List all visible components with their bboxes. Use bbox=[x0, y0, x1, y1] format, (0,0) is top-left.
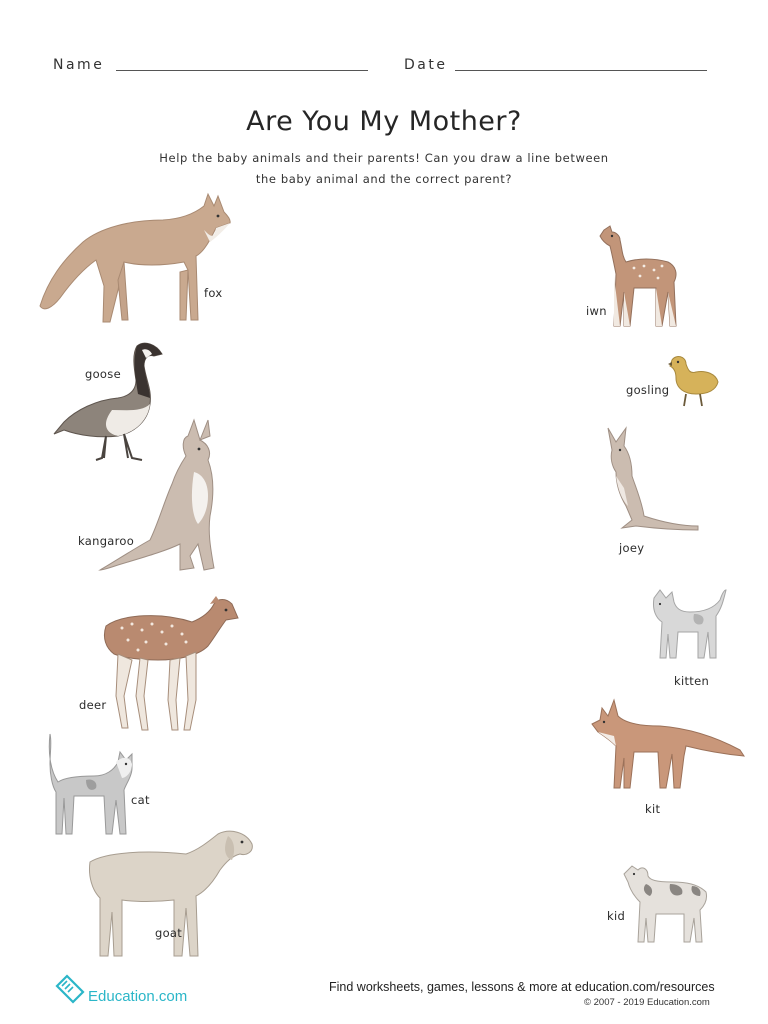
kangaroo-illustration bbox=[98, 416, 223, 576]
name-line[interactable] bbox=[116, 70, 368, 71]
name-label: Name bbox=[53, 57, 105, 73]
fox-illustration bbox=[38, 190, 233, 330]
parent-label-cat: cat bbox=[131, 793, 150, 807]
parent-label-fox: fox bbox=[204, 286, 223, 300]
cat-illustration bbox=[46, 734, 141, 839]
parent-label-goose: goose bbox=[85, 367, 121, 381]
footer-copyright: © 2007 - 2019 Education.com bbox=[584, 997, 710, 1008]
instructions-line-2: the baby animal and the correct parent? bbox=[255, 172, 513, 186]
footer-tagline[interactable]: Find worksheets, games, lessons & more at education.com/resources bbox=[329, 980, 715, 994]
kit-illustration bbox=[590, 696, 745, 791]
gosling-illustration bbox=[666, 354, 721, 409]
goat-illustration bbox=[86, 828, 256, 963]
kid-illustration bbox=[622, 862, 712, 947]
fawn-illustration bbox=[598, 222, 683, 332]
date-line[interactable] bbox=[455, 70, 707, 71]
instructions-line-1: Help the baby animals and their parents! Can you draw a line between bbox=[159, 151, 609, 165]
page-title: Are You My Mother? bbox=[246, 106, 522, 137]
deer-illustration bbox=[102, 596, 242, 736]
brand-name[interactable]: Education.com bbox=[88, 988, 188, 1005]
parent-label-kangaroo: kangaroo bbox=[78, 534, 135, 548]
baby-label-kitten: kitten bbox=[674, 674, 710, 688]
parent-label-deer: deer bbox=[79, 698, 107, 712]
joey-illustration bbox=[602, 426, 702, 536]
baby-label-joey: joey bbox=[619, 541, 645, 555]
baby-label-fawn: iwn bbox=[586, 304, 607, 318]
baby-label-kid: kid bbox=[607, 909, 626, 923]
date-label: Date bbox=[404, 57, 448, 73]
baby-label-kit: kit bbox=[645, 802, 661, 816]
parent-label-goat: goat bbox=[155, 926, 183, 940]
baby-label-gosling: gosling bbox=[626, 383, 670, 397]
education-logo-icon bbox=[53, 972, 87, 1004]
kitten-illustration bbox=[650, 588, 730, 663]
